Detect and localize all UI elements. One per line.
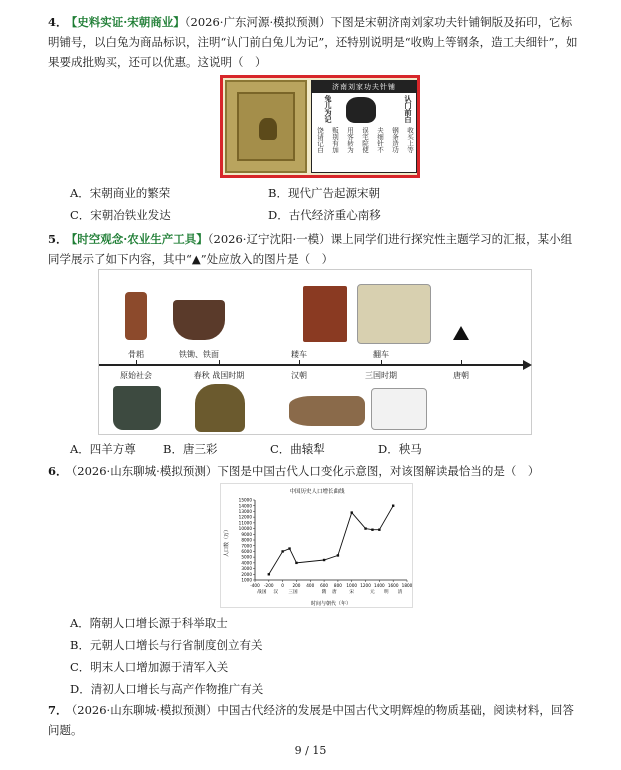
- chart-x-tick-label: 1600: [387, 583, 399, 588]
- bronze-plate-image: [225, 80, 307, 173]
- timeline-top-label: 骨耜: [128, 350, 144, 359]
- chart-y-tick-label: 14000: [238, 503, 252, 509]
- chart-data-point: [378, 529, 380, 531]
- chart-dynasty-label: 清: [397, 590, 403, 595]
- rubbing-column: 收买上等: [406, 127, 414, 153]
- chart-x-axis-label: 时间与朝代（年）: [310, 601, 352, 607]
- chart-x-tick-label: 0: [281, 583, 284, 588]
- timeline-tick: [219, 360, 220, 365]
- chart-y-tick-label: 6000: [241, 549, 252, 555]
- option-d[interactable]: D．古代经济重心南移: [268, 208, 381, 222]
- question-6: [48, 461, 578, 481]
- chart-y-axis-label: 人口数（万）: [224, 526, 230, 558]
- chart-data-point: [351, 511, 353, 513]
- chart-y-tick-label: 8000: [241, 537, 252, 543]
- rubbing-columns: [316, 127, 414, 171]
- option-b[interactable]: B．现代广告起源宋朝: [268, 186, 380, 200]
- rubbing-column: 贩别有加: [331, 127, 339, 153]
- chart-dynasty-label: 唐: [332, 590, 337, 595]
- question-number: 5．: [48, 232, 68, 246]
- chart-x-tick-label: -400: [250, 583, 260, 588]
- timeline-axis-label: 原始社会: [120, 371, 152, 380]
- option-a[interactable]: A．四羊方尊: [70, 442, 136, 456]
- chart-data-point: [268, 573, 270, 575]
- chart-x-tick-label: 1800: [401, 583, 413, 588]
- chart-x-tick-label: 400: [306, 583, 315, 588]
- rubbing-column: 钢条造功: [391, 127, 399, 153]
- question-number: 7．: [48, 703, 68, 717]
- question-tag: 【史料实证·宋朝商业】: [71, 15, 185, 29]
- question-tag: 【时空观念·农业生产工具】: [71, 232, 208, 246]
- question-stem: （2026·山东聊城·模拟预测）中国古代经济的发展是中国古代文明辉煌的物质基础，阅读材料，回答问题。: [48, 703, 574, 737]
- rubbing-column: 饶请记白: [316, 127, 324, 153]
- rubbing-left-text: 兔儿为记: [324, 95, 333, 123]
- timeline-tick: [381, 360, 382, 365]
- chart-y-tick-label: 11000: [238, 520, 252, 526]
- rubbing-right-text: 认门前白: [404, 95, 413, 123]
- seed-drill-image: [303, 286, 347, 342]
- water-wheel-image: [357, 284, 431, 344]
- timeline-axis-label: 汉朝: [291, 371, 307, 380]
- chart-x-tick-label: 200: [292, 583, 301, 588]
- chart-x-tick-label: 800: [333, 583, 342, 588]
- chart-data-point: [281, 550, 283, 552]
- chart-y-tick-label: 9000: [241, 531, 252, 537]
- chart-y-tick-label: 5000: [241, 554, 252, 560]
- chart-x-tick-label: 1400: [374, 583, 385, 588]
- chart-x-tick-label: 1200: [360, 583, 371, 588]
- chart-y-tick-label: 13000: [238, 509, 252, 515]
- chart-y-tick-label: 10000: [238, 526, 252, 532]
- question-4: [48, 12, 578, 72]
- question-7: [48, 700, 578, 740]
- tools-timeline-figure: [98, 269, 532, 435]
- option-b[interactable]: B．元朝人口增长与行省制度创立有关: [70, 638, 263, 652]
- question-stem: （2026·山东聊城·模拟预测）下图是中国古代人口变化示意图，对该图解读最恰当的是（ ）: [71, 464, 540, 478]
- chart-x-tick-label: 1000: [346, 583, 358, 588]
- timeline-tick: [299, 360, 300, 365]
- chart-data-point: [323, 559, 325, 561]
- question-number: 4．: [48, 15, 68, 29]
- rubbing-image: [311, 80, 417, 173]
- timeline-tick: [136, 360, 137, 365]
- page-number: 9 / 15: [294, 744, 327, 757]
- chart-data-point: [371, 529, 373, 531]
- chart-data-point: [295, 562, 297, 564]
- population-chart-svg: [221, 484, 414, 609]
- chart-dynasty-label: 三国: [288, 590, 298, 595]
- chart-dynasty-label: 元: [370, 590, 375, 595]
- option-a[interactable]: A．隋朝人口增长源于科举取士: [70, 616, 228, 630]
- chart-series-line: [269, 506, 393, 575]
- timeline-axis-label: 春秋 战国时期: [193, 371, 245, 380]
- chart-data-point: [337, 554, 339, 556]
- timeline-arrow-icon: [523, 360, 532, 370]
- option-d[interactable]: D．清初人口增长与高产作物推广有关: [70, 682, 264, 696]
- triangle-placeholder-icon: [453, 326, 469, 340]
- rubbing-column: 误宅院使: [361, 127, 369, 153]
- timeline-axis-label: 唐朝: [453, 371, 469, 380]
- curved-plow-image: [289, 396, 365, 426]
- bronze-plate-figure: [220, 75, 420, 178]
- timeline-top-label: 铁锄、铁面: [179, 350, 219, 359]
- chart-data-point: [364, 527, 366, 529]
- option-d[interactable]: D．秧马: [378, 442, 422, 456]
- timeline-top-label: 翻车: [373, 350, 389, 359]
- chart-x-tick-label: 600: [320, 583, 329, 588]
- rubbing-column: 夫细针不: [376, 127, 384, 153]
- tang-sancai-image: [195, 384, 245, 432]
- chart-y-tick-label: 12000: [238, 514, 252, 520]
- chart-y-tick-label: 2000: [241, 571, 252, 577]
- question-5: [48, 229, 578, 269]
- chart-y-tick-label: 4000: [241, 560, 252, 566]
- chart-y-tick-label: 3000: [241, 566, 252, 572]
- chart-dynasty-label: 明: [383, 590, 389, 595]
- option-c[interactable]: C．宋朝冶铁业发达: [70, 208, 171, 222]
- question-number: 6．: [48, 464, 68, 478]
- bone-spade-image: [125, 292, 147, 340]
- chart-x-tick-label: -200: [264, 583, 274, 588]
- question-stem: （2026·辽宁沈阳·一模）课上同学们进行探究性主题学习的汇报，某小组同学展示了如下内容，其中“▲”处应放入的图片是（ ）: [48, 232, 573, 266]
- chart-dynasty-label: 汉: [273, 590, 279, 595]
- rabbit-icon: [259, 118, 277, 140]
- timeline-axis-label: 三国时期: [365, 371, 397, 380]
- timeline-top-label: 耧车: [291, 350, 307, 359]
- chart-dynasty-label: 战国: [257, 590, 267, 595]
- chart-y-tick-label: 7000: [241, 543, 252, 549]
- option-a[interactable]: A．宋朝商业的繁荣: [70, 186, 171, 200]
- rubbing-column: 用客转为: [346, 127, 354, 153]
- chart-y-tick-label: 1000: [241, 577, 252, 583]
- rubbing-header: 济南刘家功夫针铺: [312, 81, 416, 93]
- timeline-tick: [461, 360, 462, 365]
- rabbit-mark-icon: [346, 97, 376, 123]
- four-ram-zun-image: [113, 386, 161, 430]
- chart-y-tick-label: 15000: [238, 497, 252, 503]
- chart-dynasty-label: 宋: [349, 590, 355, 595]
- option-c[interactable]: C．曲辕犁: [270, 442, 325, 456]
- rice-seedling-horse-image: [371, 388, 427, 430]
- chart-title: 中国历史人口增长曲线: [289, 489, 345, 495]
- population-chart: [220, 483, 413, 608]
- chart-data-point: [288, 547, 290, 549]
- chart-data-point: [392, 505, 394, 507]
- option-b[interactable]: B．唐三彩: [163, 442, 218, 456]
- chart-dynasty-label: 隋: [321, 590, 327, 595]
- question-stem: （2026·广东河源·模拟预测）下图是宋朝济南刘家功夫针铺铜版及拓印，它标明铺号，以白兔为商品标识，注明“认门前白兔儿为记”，还特别说明是“收购上等钢条，造工夫细针”，如果要成批购买，还可以优惠。这说明（ ）: [48, 15, 578, 69]
- option-c[interactable]: C．明末人口增加源于清军入关: [70, 660, 229, 674]
- iron-hoe-image: [173, 300, 225, 340]
